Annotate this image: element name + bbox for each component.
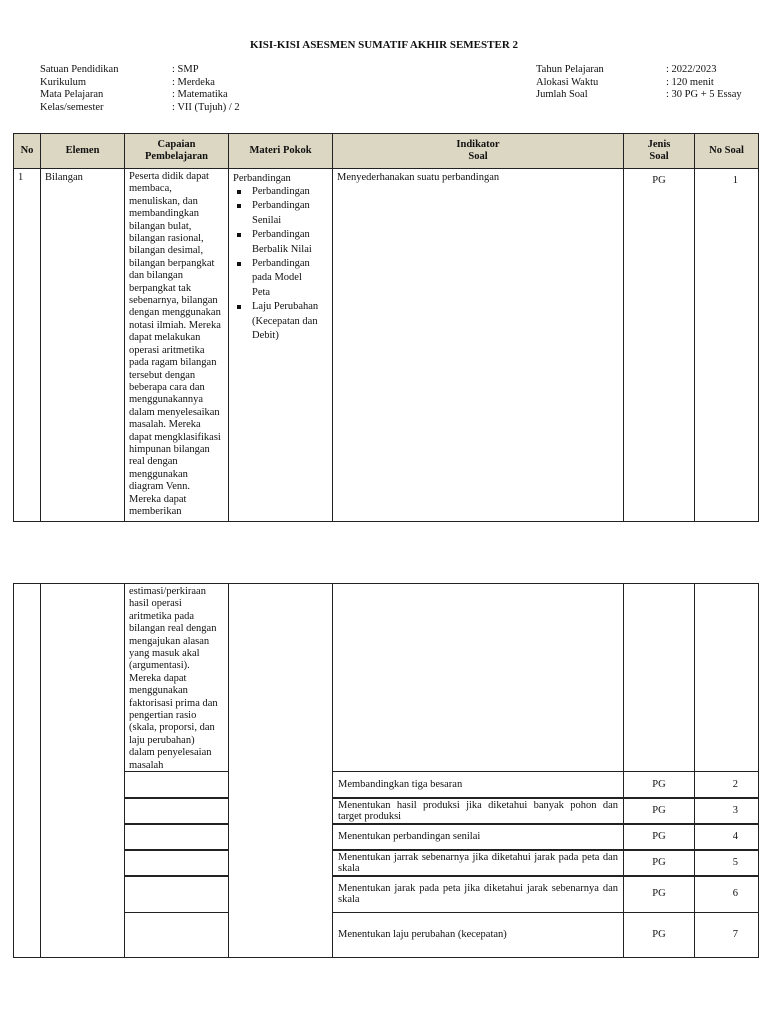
header-elemen bbox=[40, 133, 125, 169]
bullet-icon bbox=[237, 305, 241, 309]
capaian-line: bilangan real dengan bbox=[129, 623, 217, 635]
header-materi bbox=[228, 133, 333, 169]
bullet-text: Perbandingan Senilai bbox=[252, 200, 310, 226]
subrow-jenis: PG bbox=[623, 849, 695, 877]
meta-label: Mata Pelajaran bbox=[40, 89, 104, 101]
bullet-text: Perbandingan bbox=[252, 186, 310, 197]
meta-label: Kelas/semester bbox=[40, 102, 104, 114]
capaian-line: himpunan bilangan bbox=[129, 443, 210, 455]
capaian-line: dalam penyelesaian bbox=[129, 747, 212, 759]
subrow-capaian-empty bbox=[124, 823, 229, 851]
subrow-indikator bbox=[332, 849, 624, 877]
capaian-line: memberikan bbox=[129, 505, 182, 517]
meta-value: : SMP bbox=[172, 64, 199, 75]
bullet-icon bbox=[237, 190, 241, 194]
capaian-line: menggunakan bbox=[129, 685, 188, 697]
row1-materi bbox=[228, 168, 333, 522]
materi-item bbox=[233, 185, 328, 199]
subrow-indikator bbox=[332, 771, 624, 799]
meta-label: Alokasi Waktu bbox=[536, 76, 599, 88]
meta-value: : Merdeka bbox=[172, 76, 215, 88]
bullet-text: Perbandingan pada Model Peta bbox=[252, 258, 310, 298]
row1-no-soal: 1 bbox=[694, 168, 759, 522]
header-no bbox=[13, 133, 41, 169]
materi-list bbox=[233, 185, 328, 343]
cont-capaian bbox=[124, 583, 229, 772]
capaian-line: notasi ilmiah. Mereka bbox=[129, 319, 221, 331]
meta-row-alokasi bbox=[536, 77, 762, 90]
row1-no: 1 bbox=[13, 168, 41, 522]
meta-value: : 2022/2023 bbox=[666, 64, 717, 75]
subrow-jenis: PG bbox=[623, 912, 695, 958]
subrow-capaian-empty bbox=[124, 875, 229, 913]
subrow-no-soal: 7 bbox=[694, 912, 759, 958]
subrow-no-soal: 4 bbox=[694, 823, 759, 851]
capaian-line: dengan menggunakan bbox=[129, 307, 221, 319]
header-jenis bbox=[623, 133, 695, 169]
header-indikator bbox=[332, 133, 624, 169]
header-no-soal-label: No Soal bbox=[709, 144, 744, 156]
cont-jenis bbox=[623, 583, 695, 772]
materi-item bbox=[233, 257, 328, 300]
capaian-line: menuliskan, dan bbox=[129, 195, 198, 207]
subrow-capaian-empty bbox=[124, 849, 229, 877]
capaian-line: yang masuk akal bbox=[129, 648, 200, 660]
meta-label: Kurikulum bbox=[40, 76, 87, 88]
row1-jenis: PG bbox=[623, 168, 695, 522]
capaian-line: bilangan rasional, bbox=[129, 233, 204, 245]
meta-right bbox=[536, 64, 762, 102]
subrow-indikator bbox=[332, 823, 624, 851]
cont-no bbox=[13, 583, 41, 958]
meta-value: : 30 PG + 5 Essay bbox=[666, 89, 742, 101]
meta-label: Jumlah Soal bbox=[536, 89, 588, 101]
meta-value: : VII (Tujuh) / 2 bbox=[172, 102, 240, 114]
capaian-line: menggunakannya bbox=[129, 394, 204, 406]
document-title: KISI-KISI ASESMEN SUMATIF AKHIR SEMESTER 2 bbox=[249, 39, 519, 51]
meta-row-jumlah bbox=[536, 89, 762, 102]
meta-value: : 120 menit bbox=[666, 76, 714, 88]
capaian-line: diagram Venn. bbox=[129, 481, 191, 493]
meta-row-mapel bbox=[40, 89, 360, 102]
indikator-text: Menentukan jarak pada peta jika diketahui jarak sebenarnya dan skala bbox=[338, 882, 618, 905]
subrow-capaian-empty bbox=[124, 797, 229, 825]
bullet-text: Laju Perubahan (Kecepatan dan Debit) bbox=[252, 301, 319, 342]
capaian-line: faktorisasi prima dan bbox=[129, 697, 218, 709]
meta-label: Satuan Pendidikan bbox=[40, 64, 119, 75]
capaian-line: berpangkat tak bbox=[129, 282, 192, 294]
header-no-soal bbox=[694, 133, 759, 169]
capaian-line: pengertian rasio bbox=[129, 710, 197, 722]
capaian-line: bilangan berpangkat bbox=[129, 257, 215, 269]
header-elemen-label: Elemen bbox=[65, 144, 100, 156]
capaian-line: operasi aritmetika bbox=[129, 344, 205, 356]
subrow-jenis: PG bbox=[623, 823, 695, 851]
header-indikator-line: Indikator bbox=[456, 138, 500, 150]
header-capaian bbox=[124, 133, 229, 169]
cont-materi bbox=[228, 583, 333, 958]
indikator-text: Menentukan laju perubahan (kecepatan) bbox=[338, 929, 507, 941]
subrow-capaian-empty bbox=[124, 912, 229, 958]
capaian-line: masalah bbox=[129, 759, 164, 771]
meta-row-kelas bbox=[40, 102, 360, 115]
header-capaian-line: Capaian bbox=[157, 138, 196, 150]
indikator-text: Membandingkan tiga besaran bbox=[338, 779, 463, 791]
capaian-line: dalam menyelesaikan bbox=[129, 406, 220, 418]
capaian-line: (argumentasi). bbox=[129, 660, 190, 672]
header-materi-label: Materi Pokok bbox=[249, 144, 312, 156]
meta-left bbox=[40, 64, 360, 115]
capaian-line: tersebut dengan bbox=[129, 369, 196, 381]
capaian-line: real dengan bbox=[129, 456, 178, 468]
indikator-text: Menentukan jarrak sebenarnya jika diketahui jarak pada peta dan skala bbox=[338, 851, 618, 874]
subrow-no-soal: 6 bbox=[694, 875, 759, 913]
subrow-jenis: PG bbox=[623, 797, 695, 825]
capaian-line: membaca, bbox=[129, 183, 172, 195]
bullet-icon bbox=[237, 233, 241, 237]
subrow-indikator bbox=[332, 875, 624, 913]
subrow-capaian-empty bbox=[124, 771, 229, 799]
bullet-icon bbox=[237, 262, 241, 266]
indikator-text: Menentukan perbandingan senilai bbox=[338, 831, 481, 843]
header-indikator-line: Soal bbox=[468, 151, 488, 162]
capaian-line: mengajukan alasan bbox=[129, 635, 210, 647]
cont-indikator bbox=[332, 583, 624, 772]
materi-title: Perbandingan bbox=[233, 173, 291, 184]
capaian-line: hasil operasi bbox=[129, 598, 182, 610]
capaian-line: Mereka dapat bbox=[129, 493, 187, 505]
subrow-no-soal: 3 bbox=[694, 797, 759, 825]
capaian-line: menggunakan bbox=[129, 468, 188, 480]
capaian-line: dan bilangan bbox=[129, 270, 183, 282]
row1-indikator: Menyederhanakan suatu perbandingan bbox=[332, 168, 624, 522]
cont-elemen bbox=[40, 583, 125, 958]
subrow-no-soal: 2 bbox=[694, 771, 759, 799]
capaian-line: laju perubahan) bbox=[129, 734, 195, 746]
materi-item bbox=[233, 300, 328, 343]
subrow-no-soal: 5 bbox=[694, 849, 759, 877]
capaian-line: dapat mengklasifikasi bbox=[129, 431, 221, 443]
capaian-line: beberapa cara dan bbox=[129, 381, 205, 393]
subrow-jenis: PG bbox=[623, 875, 695, 913]
capaian-line: estimasi/perkiraan bbox=[129, 586, 206, 597]
meta-row-satuan bbox=[40, 64, 360, 77]
row1-elemen: Bilangan bbox=[40, 168, 125, 522]
header-jenis-line: Soal bbox=[649, 151, 669, 162]
header-no-label: No bbox=[20, 144, 34, 156]
subrow-indikator bbox=[332, 912, 624, 958]
capaian-line: bilangan desimal, bbox=[129, 245, 204, 257]
capaian-line: Peserta didik dapat bbox=[129, 171, 209, 182]
bullet-icon bbox=[237, 204, 241, 208]
capaian-line: membandingkan bbox=[129, 208, 199, 220]
materi-item bbox=[233, 199, 328, 228]
capaian-line: sebenarnya, bilangan bbox=[129, 295, 218, 307]
subrow-indikator bbox=[332, 797, 624, 825]
header-jenis-line: Jenis bbox=[647, 138, 671, 150]
meta-row-tahun bbox=[536, 64, 762, 77]
capaian-line: pada ragam bilangan bbox=[129, 357, 217, 369]
header-capaian-line: Pembelajaran bbox=[145, 151, 208, 162]
meta-label: Tahun Pelajaran bbox=[536, 64, 604, 75]
row1-capaian bbox=[124, 168, 229, 522]
subrow-jenis: PG bbox=[623, 771, 695, 799]
capaian-line: (skala, proporsi, dan bbox=[129, 722, 215, 734]
indikator-text: Menentukan hasil produksi jika diketahui banyak pohon dan target produksi bbox=[338, 799, 618, 822]
meta-value: : Matematika bbox=[172, 89, 228, 101]
capaian-line: bilangan bulat, bbox=[129, 220, 192, 232]
capaian-line: Mereka dapat bbox=[129, 672, 187, 684]
materi-item bbox=[233, 228, 328, 257]
bullet-text: Perbandingan Berbalik Nilai bbox=[252, 229, 312, 255]
capaian-line: aritmetika pada bbox=[129, 610, 195, 622]
capaian-line: dapat melakukan bbox=[129, 332, 201, 344]
meta-row-kurikulum bbox=[40, 77, 360, 90]
capaian-line: masalah. Mereka bbox=[129, 419, 201, 431]
cont-no-soal bbox=[694, 583, 759, 772]
